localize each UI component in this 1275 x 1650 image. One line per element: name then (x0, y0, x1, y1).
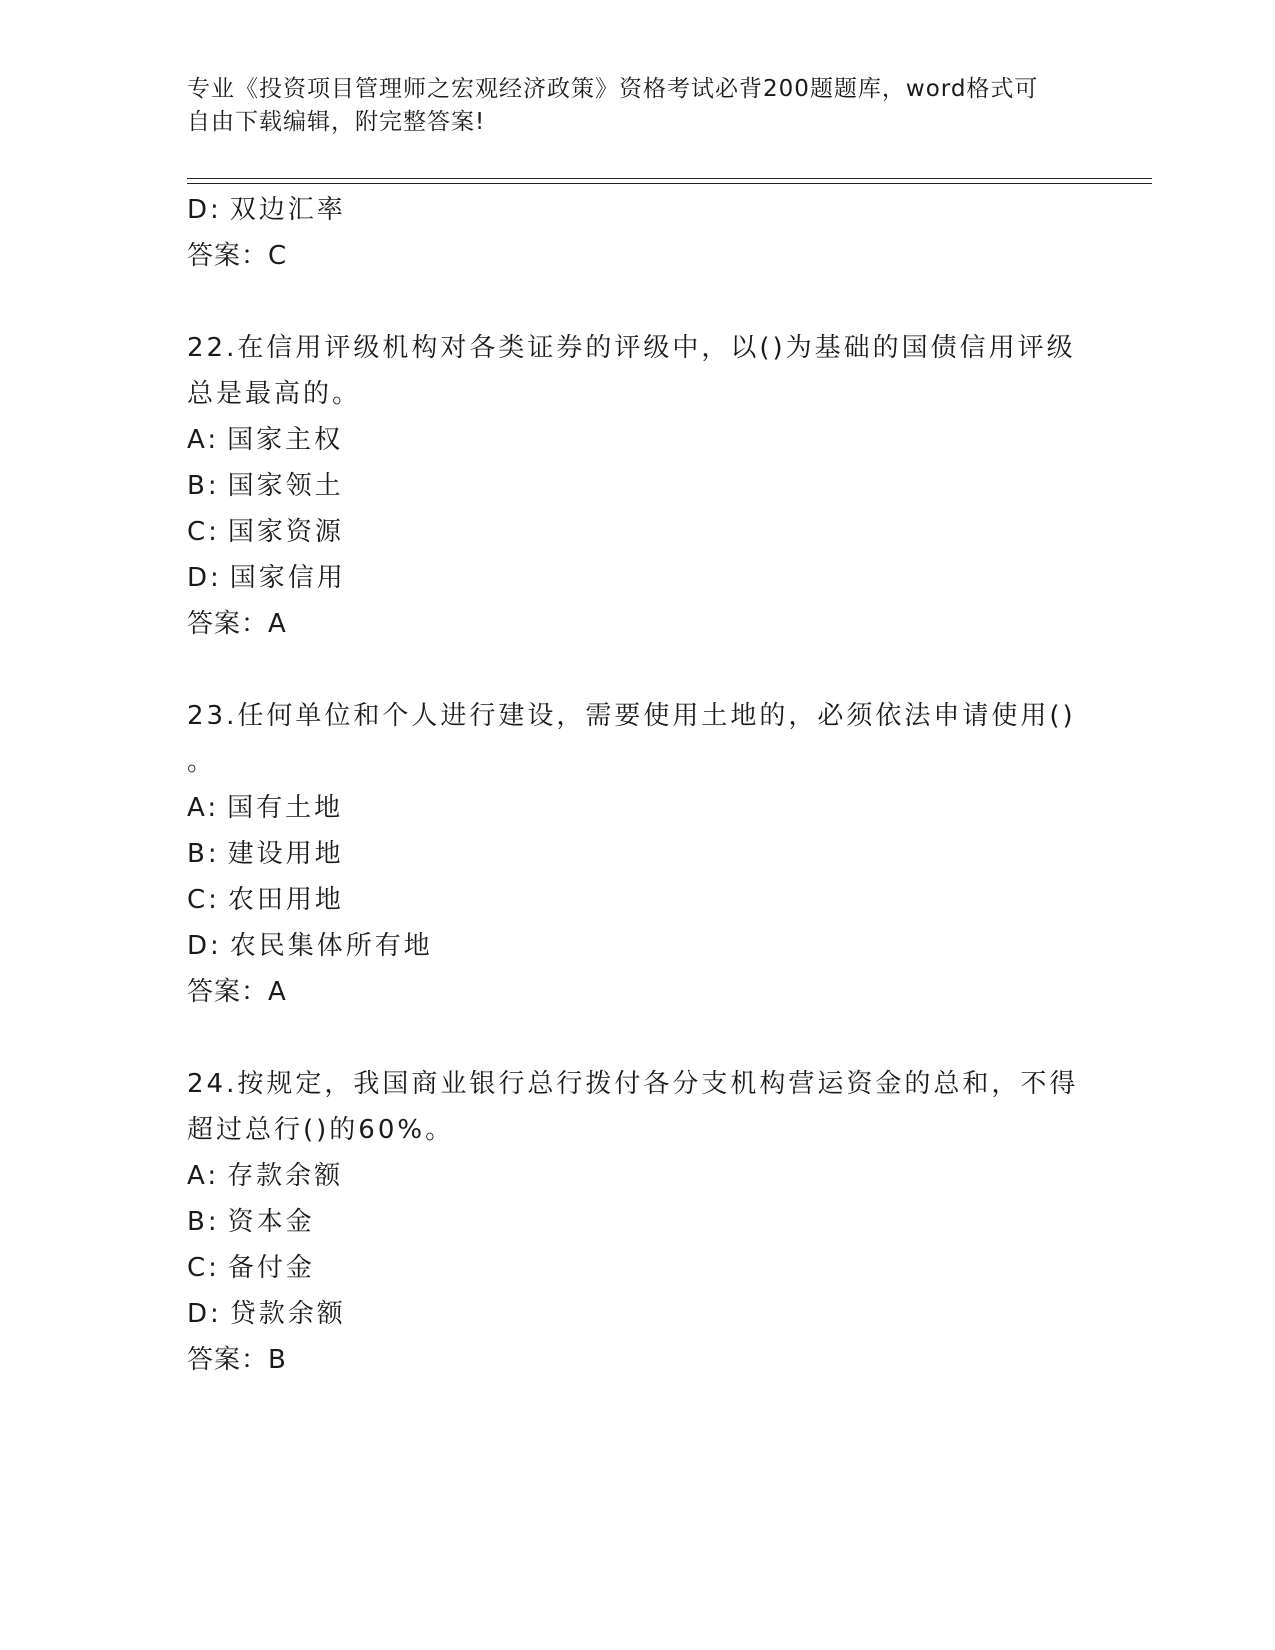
option-b (187, 463, 1067, 509)
header-divider-top (187, 178, 1152, 179)
question-stem-line-2: 总是最高的。 (187, 379, 362, 409)
option-a (187, 785, 1067, 831)
option-d (187, 1291, 1067, 1337)
header-line-2: 自由下载编辑，附完整答案! (187, 109, 486, 135)
option-text: 国家资源 (227, 517, 344, 547)
question-stem-line-1: 23.任何单位和个人进行建设，需要使用土地的，必须依法申请使用() (187, 701, 1076, 731)
spacer (187, 1015, 1067, 1061)
option-text: 双边汇率 (229, 195, 346, 225)
option-text: 国家领土 (227, 471, 344, 501)
option-c (187, 877, 1067, 923)
option-c (187, 509, 1067, 555)
option-key: B: (187, 1207, 220, 1237)
question-stem-line-1: 22.在信用评级机构对各类证券的评级中，以()为基础的国债信用评级 (187, 333, 1076, 363)
option-text: 建设用地 (227, 839, 344, 869)
option-key: A: (187, 1161, 220, 1191)
option-text: 国有土地 (227, 793, 344, 823)
spacer (187, 647, 1067, 693)
option-text: 农民集体所有地 (229, 931, 433, 961)
prev-answer: 答案：C (187, 241, 288, 271)
option-c (187, 1245, 1067, 1291)
spacer (187, 279, 1067, 325)
option-text: 国家信用 (229, 563, 346, 593)
option-key: A: (187, 425, 220, 455)
option-b (187, 1199, 1067, 1245)
answer: 答案：A (187, 977, 287, 1007)
option-d (187, 923, 1067, 969)
option-key: D: (187, 1299, 222, 1329)
option-key: D: (187, 195, 222, 225)
question-stem-line-1: 24.按规定，我国商业银行总行拨付各分支机构营运资金的总和，不得 (187, 1069, 1079, 1099)
question-list (187, 187, 1079, 1383)
option-key: C: (187, 885, 220, 915)
option-key: B: (187, 839, 220, 869)
option-text: 贷款余额 (229, 1299, 346, 1329)
page-header (187, 73, 1067, 139)
question-stem-line-2: 超过总行()的60%。 (187, 1115, 455, 1145)
option-text: 农田用地 (227, 885, 344, 915)
option-key: B: (187, 471, 220, 501)
question-24 (187, 1061, 1079, 1383)
option-key: C: (187, 517, 220, 547)
option-text: 存款余额 (227, 1161, 344, 1191)
option-b (187, 831, 1067, 877)
header-divider-bottom (187, 183, 1152, 184)
question-stem-line-2: 。 (187, 747, 217, 777)
option-text: 备付金 (227, 1253, 315, 1283)
option-text: 资本金 (227, 1207, 315, 1237)
option-a (187, 1153, 1067, 1199)
option-key: D: (187, 563, 222, 593)
header-line-1: 专业《投资项目管理师之宏观经济政策》资格考试必背200题题库，word格式可 (187, 76, 1039, 102)
option-text: 国家主权 (227, 425, 344, 455)
option-key: A: (187, 793, 220, 823)
prev-option-d (187, 187, 1067, 233)
answer: 答案：B (187, 1345, 287, 1375)
question-23 (187, 693, 1076, 1015)
option-a (187, 417, 1067, 463)
answer: 答案：A (187, 609, 287, 639)
option-key: C: (187, 1253, 220, 1283)
question-22 (187, 325, 1076, 647)
option-d (187, 555, 1067, 601)
option-key: D: (187, 931, 222, 961)
